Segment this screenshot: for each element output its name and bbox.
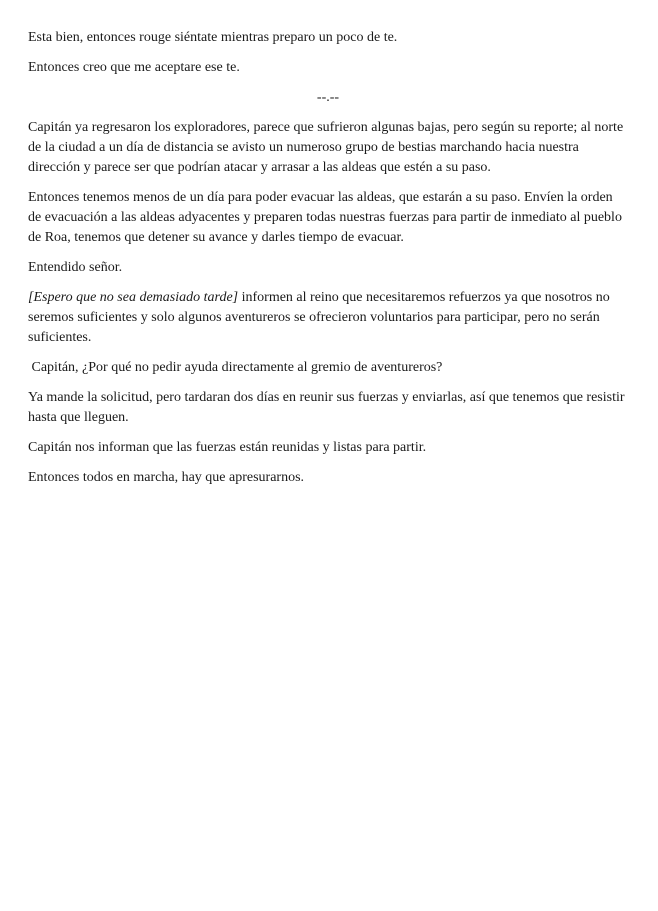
scene-separator: --.-- [316,90,340,105]
paragraph-8: Ya mande la solicitud, pero tardaran dos días en reunir sus fuerzas y enviarlas, así que tenemos que resistir hasta que lleguen. [28,390,625,425]
paragraph-4: Entonces tenemos menos de un día para poder evacuar las aldeas, que estarán a su paso. Envíen la orden de evacuación a las aldeas adyacentes y preparen todas nuestras fuerzas para partir de inmediato al pueblo de Roa, tenemos que detener su avance y darles tiempo de evacuar. [28,190,622,245]
paragraph-7-text: Capitán, ¿Por qué no pedir ayuda directamente al gremio de aventureros? [31,360,443,375]
paragraph-3: Capitán ya regresaron los exploradores, parece que sufrieron algunas bajas, pero según su reporte; al norte de la ciudad a un día de distancia se avisto un numeroso grupo de bestias marchando hacia nuestra dirección y parece ser que podrían atacar y arrasar a las aldeas que estén a su paso. [28,120,624,175]
document-page [28,28,628,498]
paragraph-7 [28,358,628,378]
paragraph-6 [28,288,628,348]
paragraph-6-text: informen al reino que necesitaremos refuerzos ya que nosotros no seremos suficientes y solo algunos aventureros se ofrecieron voluntarios para participar, pero no serán suficientes. [28,290,610,345]
italic-thought: [Espero que no sea demasiado tarde] [28,290,239,305]
paragraph-10: Entonces todos en marcha, hay que apresurarnos. [28,470,305,485]
paragraph-5: Entendido señor. [28,260,123,275]
paragraph-2: Entonces creo que me aceptare ese te. [28,60,240,75]
paragraph-1: Esta bien, entonces rouge siéntate mientras preparo un poco de te. [28,30,398,45]
paragraph-9: Capitán nos informan que las fuerzas están reunidas y listas para partir. [28,440,427,455]
